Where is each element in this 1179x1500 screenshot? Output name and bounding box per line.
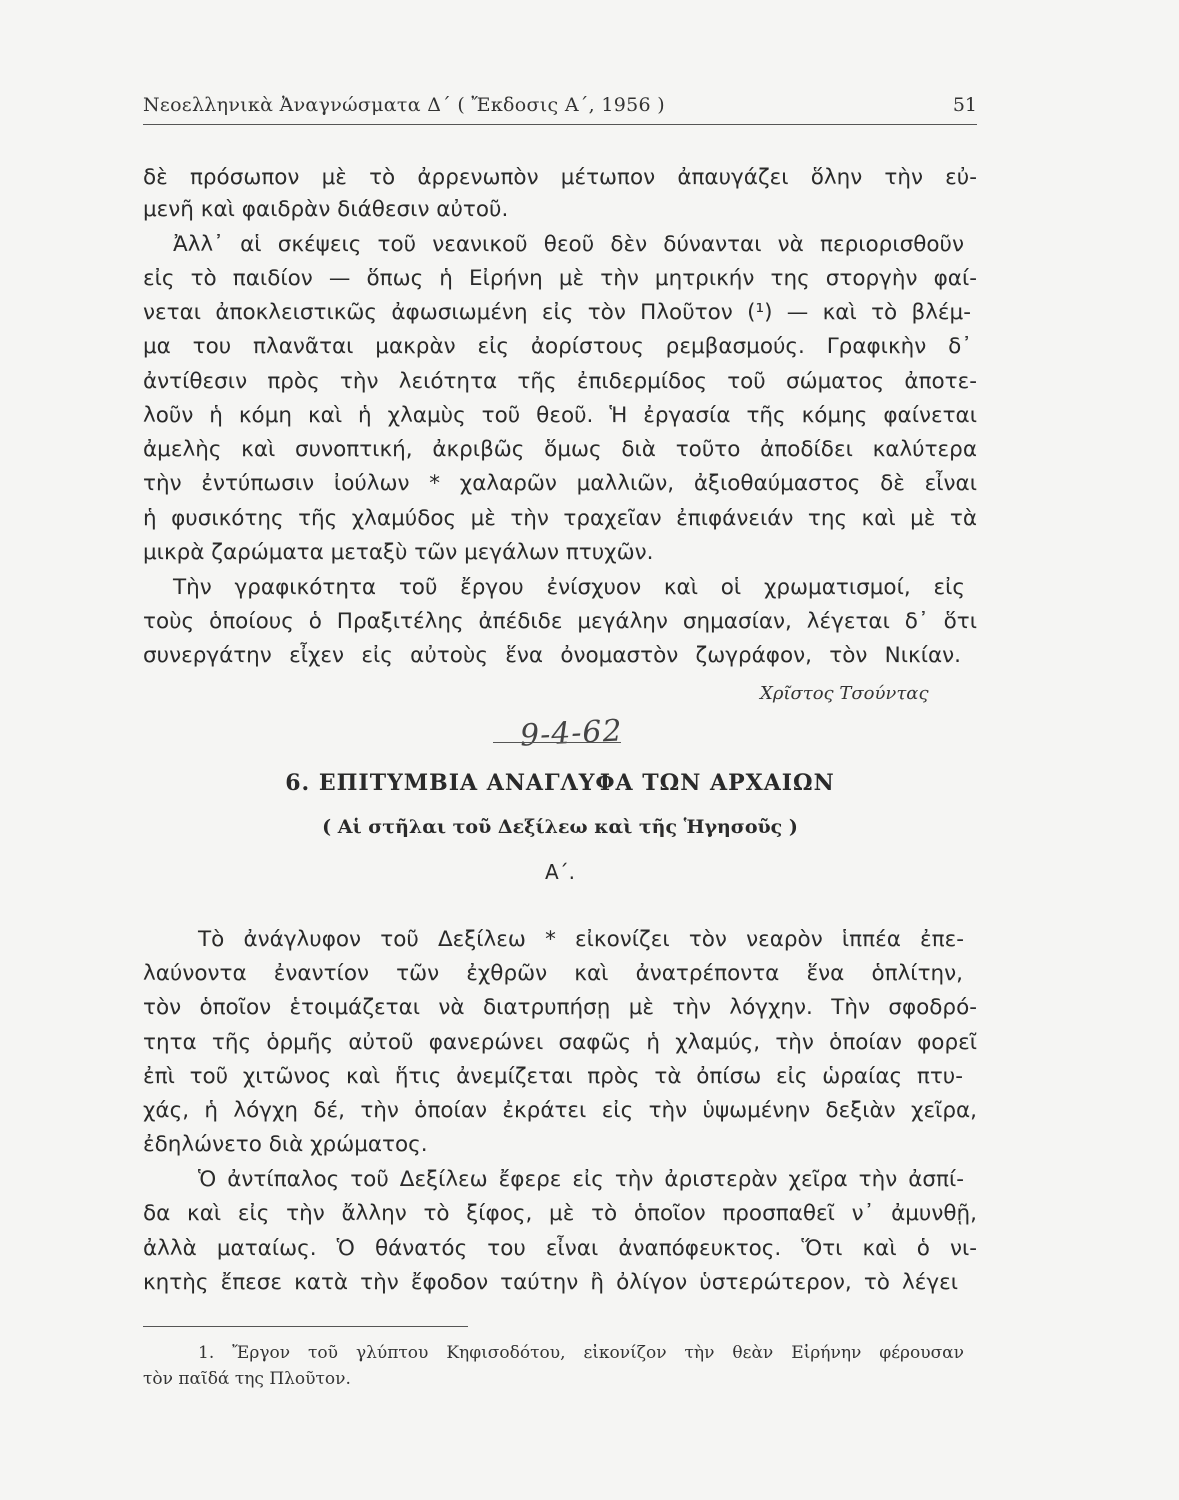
text-line: ἀλλὰ ματαίως. Ὁ θάνατός του εἶναι ἀναπόφευκτος. Ὅτι καὶ ὁ νι- <box>143 1236 977 1261</box>
text-line: Τὸ ἀνάγλυφον τοῦ Δεξίλεω * εἰκονίζει τὸν νεαρὸν ἱππέα ἐπε- <box>198 927 964 952</box>
text-line: ἀντίθεσιν πρὸς τὴν λειότητα τῆς ἐπιδερμίδος τοῦ σώματος ἀποτε- <box>143 369 977 394</box>
text-line: λαύνοντα ἐναντίον τῶν ἐχθρῶν καὶ ἀνατρέποντα ἕνα ὁπλίτην, <box>143 961 963 986</box>
page-number: 51 <box>952 94 977 116</box>
running-header <box>143 88 977 125</box>
footnote-line: τὸν παῖδά της Πλοῦτον. <box>143 1369 351 1389</box>
text-line: συνεργάτην εἶχεν εἰς αὐτοὺς ἕνα ὀνομαστὸν ζωγράφον, τὸν Νικίαν. <box>143 643 961 668</box>
text-line: νεται ἀποκλειστικῶς ἀφωσιωμένη εἰς τὸν Πλοῦτον (¹) — καὶ τὸ βλέμ- <box>143 300 971 325</box>
text-line: μικρὰ ζαρώματα μεταξὺ τῶν μεγάλων πτυχῶν. <box>143 540 654 565</box>
text-line: δα καὶ εἰς τὴν ἄλλην τὸ ξίφος, μὲ τὸ ὁποῖον προσπαθεῖ ν᾽ ἀμυνθῇ, <box>143 1201 977 1226</box>
text-line: μα του πλανᾶται μακρὰν εἰς ἀορίστους ρεμβασμούς. Γραφικὴν δ᾽ <box>143 334 972 359</box>
text-line: εἰς τὸ παιδίον — ὅπως ἡ Εἰρήνη μὲ τὴν μητρικήν της στοργὴν φαί- <box>143 266 977 291</box>
section-title: 6. ΕΠΙΤΥΜΒΙΑ ΑΝΑΓΛΥΦΑ ΤΩΝ ΑΡΧΑΙΩΝ <box>285 770 835 796</box>
text-line: Ἀλλ᾽ αἱ σκέψεις τοῦ νεανικοῦ θεοῦ δὲν δύνανται νὰ περιορισθοῦν <box>173 232 964 257</box>
header-title: Νεοελληνικὰ Ἀναγνώσματα Δ΄ ( Ἔκδοσις Α΄, 1956 ) <box>143 94 665 116</box>
text-line: τὴν ἐντύπωσιν ἰούλων * χαλαρῶν μαλλιῶν, ἀξιοθαύμαστος δὲ εἶναι <box>143 471 977 496</box>
text-line: δὲ πρόσωπον μὲ τὸ ἀρρενωπὸν μέτωπον ἀπαυγάζει ὅλην τὴν εὐ- <box>143 165 977 190</box>
text-line: Ὁ ἀντίπαλος τοῦ Δεξίλεω ἔφερε εἰς τὴν ἀριστερὰν χεῖρα τὴν ἀσπί- <box>198 1167 964 1192</box>
text-line: κητὴς ἔπεσε κατὰ τὴν ἔφοδον ταύτην ἢ ὀλίγον ὑστερώτερον, τὸ λέγει <box>143 1270 958 1295</box>
text-line: ἀμελὴς καὶ συνοπτική, ἀκριβῶς ὅμως διὰ τοῦτο ἀποδίδει καλύτερα <box>143 437 977 462</box>
text-line: χάς, ἡ λόγχη δέ, τὴν ὁποίαν ἐκράτει εἰς τὴν ὑψωμένην δεξιὰν χεῖρα, <box>143 1098 977 1123</box>
footnote-rule <box>143 1326 468 1327</box>
footnote-line: 1. Ἔργον τοῦ γλύπτου Κηφισοδότου, εἰκονίζον τὴν θεὰν Εἰρήνην φέρουσαν <box>198 1343 964 1363</box>
section-part-marker: Α΄. <box>544 860 576 884</box>
text-line: τὸν ὁποῖον ἑτοιμάζεται νὰ διατρυπήσῃ μὲ τὴν λόγχην. Τὴν σφοδρό- <box>143 995 977 1020</box>
handwritten-date: 9-4-62 <box>519 713 624 754</box>
text-line: ἡ φυσικότης τῆς χλαμύδος μὲ τὴν τραχεῖαν ἐπιφάνειάν της καὶ μὲ τὰ <box>143 506 977 531</box>
text-line: ἐπὶ τοῦ χιτῶνος καὶ ἥτις ἀνεμίζεται πρὸς τὰ ὀπίσω εἰς ὡραίας πτυ- <box>143 1064 963 1089</box>
text-line: ἐδηλώνετο διὰ χρώματος. <box>143 1132 428 1157</box>
text-line: τοὺς ὁποίους ὁ Πραξιτέλης ἀπέδιδε μεγάλην σημασίαν, λέγεται δ᾽ ὅτι <box>143 609 977 634</box>
text-line: Τὴν γραφικότητα τοῦ ἔργου ἐνίσχυον καὶ οἱ χρωματισμοί, εἰς <box>173 575 965 600</box>
handwritten-underline <box>493 742 621 743</box>
section-subtitle: ( Αἱ στῆλαι τοῦ Δεξίλεω καὶ τῆς Ἡγησοῦς ) <box>322 816 798 838</box>
text-line: μενῆ καὶ φαιδρὰν διάθεσιν αὐτοῦ. <box>143 197 509 222</box>
author-signature: Χρῖστος Τσούντας <box>760 683 929 704</box>
text-line: λοῦν ἡ κόμη καὶ ἡ χλαμὺς τοῦ θεοῦ. Ἡ ἐργασία τῆς κόμης φαίνεται <box>143 403 977 428</box>
text-line: τητα τῆς ὁρμῆς αὐτοῦ φανερώνει σαφῶς ἡ χλαμύς, τὴν ὁποίαν φορεῖ <box>143 1030 977 1055</box>
